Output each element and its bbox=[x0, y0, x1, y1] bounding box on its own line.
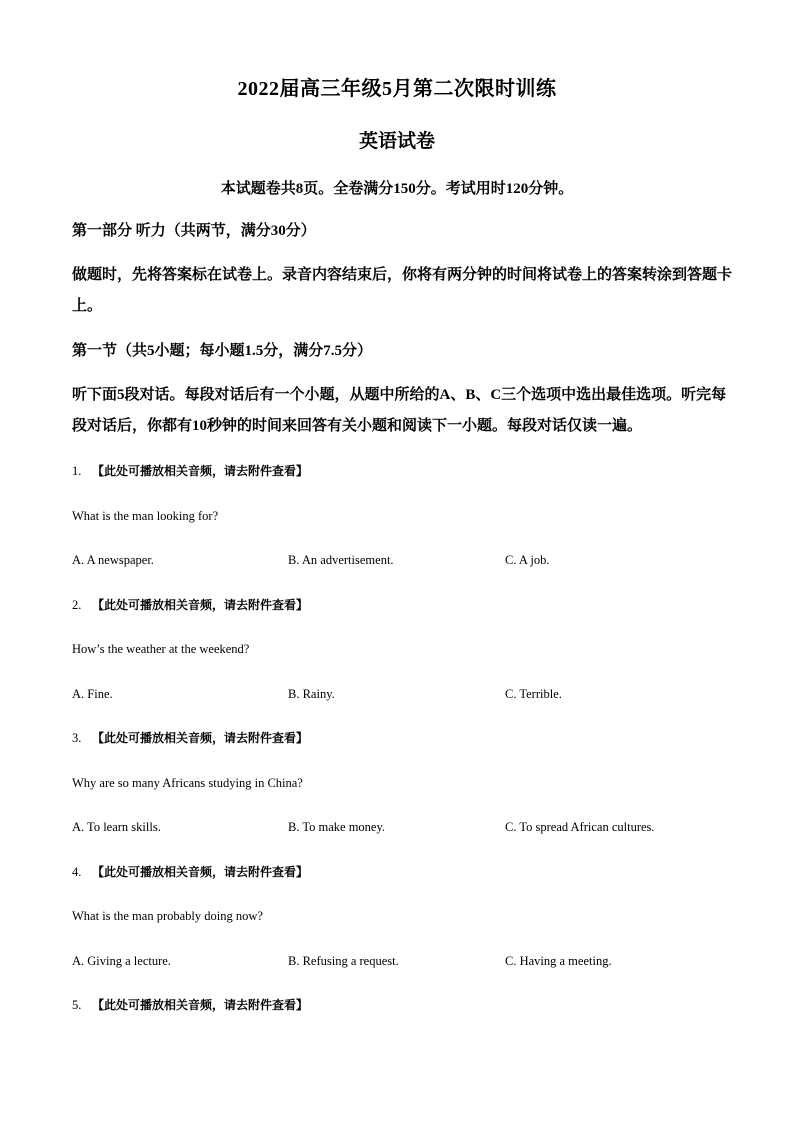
option-a: A. To learn skills. bbox=[72, 820, 161, 834]
audio-note: 【此处可播放相关音频，请去附件查看】 bbox=[92, 865, 309, 879]
part1-instructions: 做题时，先将答案标在试卷上。录音内容结束后，你将有两分钟的时间将试卷上的答案转涂到答题卡上。 bbox=[72, 267, 733, 314]
question-1-number: 1. bbox=[72, 464, 82, 478]
question-1-options bbox=[72, 551, 732, 569]
option-c: C. A job. bbox=[505, 553, 550, 567]
question-4-audio-note bbox=[72, 863, 308, 881]
option-c: C. Having a meeting. bbox=[505, 954, 612, 968]
option-b: B. Refusing a request. bbox=[288, 954, 399, 968]
question-3-options bbox=[72, 818, 732, 836]
question-1-audio-note bbox=[72, 462, 308, 480]
question-2-number: 2. bbox=[72, 598, 82, 612]
section1-instructions: 听下面5段对话。每段对话后有一个小题，从题中所给的A、B、C三个选项中选出最佳选项。听完每段对话后，你都有10秒钟的时间来回答有关小题和阅读下一小题。每段对话仅读一遍。 bbox=[72, 387, 727, 434]
option-b: B. To make money. bbox=[288, 820, 386, 834]
audio-note: 【此处可播放相关音频，请去附件查看】 bbox=[92, 598, 309, 612]
exam-subtitle: 英语试卷 bbox=[358, 131, 435, 152]
section1-heading: 第一节（共5小题；每小题1.5分，满分7.5分） bbox=[72, 343, 373, 359]
question-5-audio-note bbox=[72, 996, 308, 1014]
question-4-text: What is the man probably doing now? bbox=[72, 909, 263, 923]
option-a: A. Fine. bbox=[72, 687, 113, 701]
question-2-audio-note bbox=[72, 596, 308, 614]
exam-intro: 本试题卷共8页。全卷满分150分。考试用时120分钟。 bbox=[220, 181, 574, 197]
option-a: A. Giving a lecture. bbox=[72, 954, 171, 968]
question-3-text: Why are so many Africans studying in China? bbox=[72, 776, 303, 790]
question-5-number: 5. bbox=[72, 998, 82, 1012]
question-1-text: What is the man looking for? bbox=[72, 509, 219, 523]
question-2-options bbox=[72, 685, 732, 703]
audio-note: 【此处可播放相关音频，请去附件查看】 bbox=[92, 998, 309, 1012]
option-c: C. To spread African cultures. bbox=[505, 820, 655, 834]
question-3-audio-note bbox=[72, 729, 308, 747]
question-2-text: How’s the weather at the weekend? bbox=[72, 642, 250, 656]
audio-note: 【此处可播放相关音频，请去附件查看】 bbox=[92, 464, 309, 478]
part1-heading: 第一部分 听力（共两节，满分30分） bbox=[72, 223, 316, 239]
option-b: B. An advertisement. bbox=[288, 553, 394, 567]
question-3-number: 3. bbox=[72, 731, 82, 745]
audio-note: 【此处可播放相关音频，请去附件查看】 bbox=[92, 731, 309, 745]
option-a: A. A newspaper. bbox=[72, 553, 154, 567]
question-4-number: 4. bbox=[72, 865, 82, 879]
option-b: B. Rainy. bbox=[288, 687, 335, 701]
exam-title: 2022届高三年级5月第二次限时训练 bbox=[237, 78, 557, 100]
question-4-options bbox=[72, 952, 732, 970]
option-c: C. Terrible. bbox=[505, 687, 562, 701]
